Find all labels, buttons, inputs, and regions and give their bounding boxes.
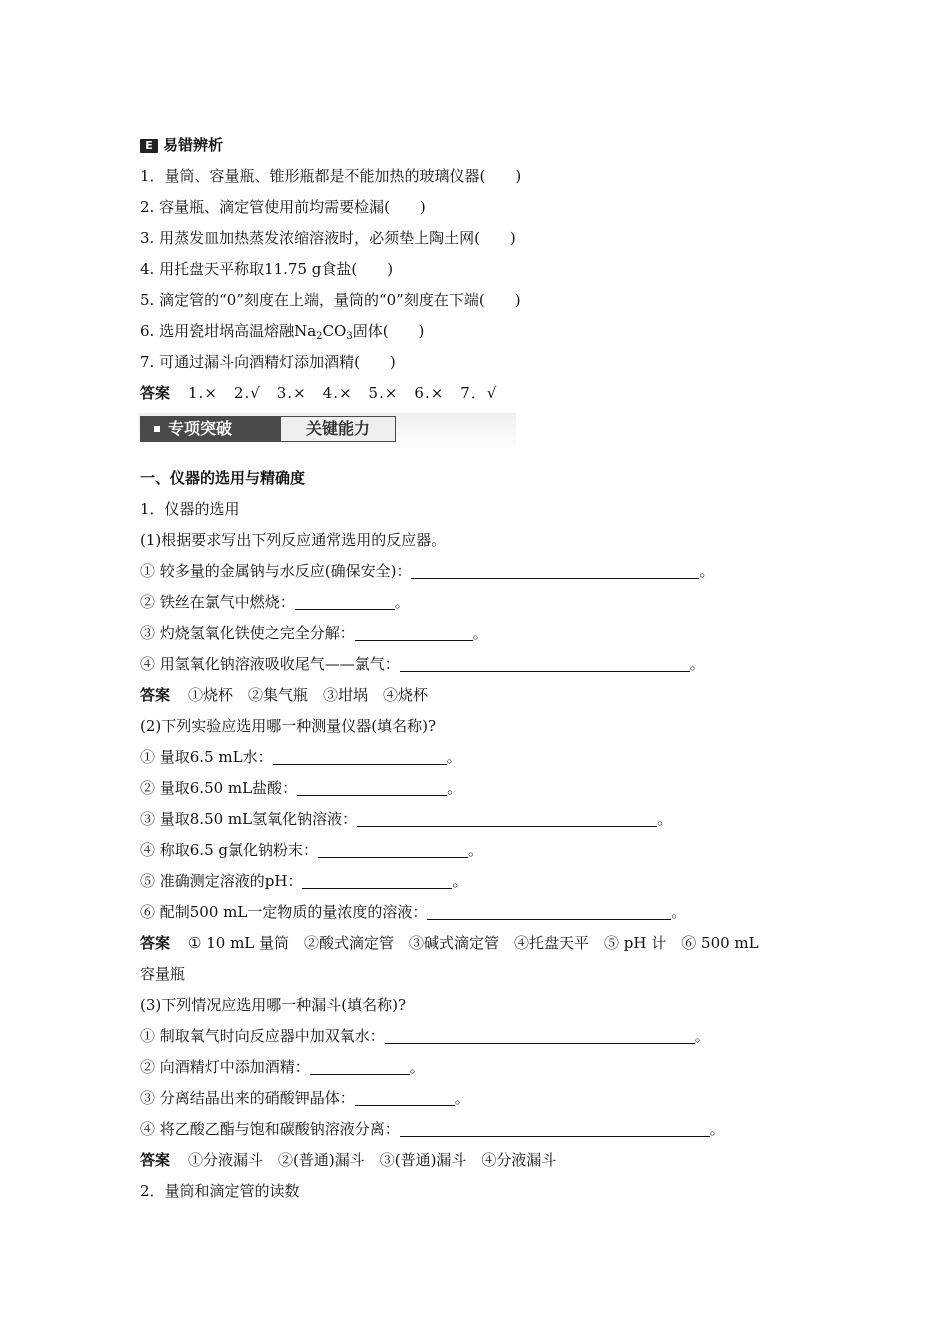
q3-item-2: ② 向酒精灯中添加酒精： 。 [140,1058,425,1076]
answer-blank[interactable] [400,1120,710,1137]
q2-answer-cont: 容量瓶 [140,965,186,983]
q2-item-6: ⑥ 配制500 mL一定物质的量浓度的溶液： 。 [140,903,687,921]
subsection-2-title: 2．量筒和滴定管的读数 [140,1182,300,1200]
banner-key-ability: 关键能力 [280,416,396,442]
section-banner [138,413,516,455]
answer-blank[interactable] [400,655,690,672]
answer-blank[interactable] [297,779,447,796]
q1-intro: (1)根据要求写出下列反应通常选用的反应器。 [140,531,447,549]
answer-blank[interactable] [310,1058,410,1075]
answer-blank[interactable] [295,593,395,610]
q1-answer: 答案 ①烧杯 ②集气瓶 ③坩埚 ④烧杯 [140,686,429,704]
section-title: 一、仪器的选用与精确度 [140,469,306,487]
q2-item-5: ⑤ 准确测定溶液的pH： 。 [140,872,468,890]
judge-item-4: 4. 用托盘天平称取11.75 g食盐( ) [140,260,394,278]
q3-item-3: ③ 分离结晶出来的硝酸钾晶体： 。 [140,1089,470,1107]
q2-item-4: ④ 称取6.5 g氯化钠粉末： 。 [140,841,484,859]
error-analysis-title: 易错辨析 [163,136,224,154]
error-analysis-heading [140,130,820,161]
judge-item-2: 2. 容量瓶、滴定管使用前均需要检漏( ) [140,198,426,216]
document-page [140,130,820,1207]
e-badge-icon: E [140,139,158,153]
q1-item-2: ② 铁丝在氯气中燃烧： 。 [140,593,410,611]
answer-blank[interactable] [318,841,468,858]
answer-blank[interactable] [411,562,699,579]
judge-answer [140,378,820,409]
judge-item-6: 6. 选用瓷坩埚高温熔融$Na_2CO_3$固体( ) [140,322,425,342]
q2-answer: 答案 ① 10 mL 量筒 ②酸式滴定管 ③碱式滴定管 ④托盘天平 ⑤ pH 计 ⑥ 500 mL [140,934,759,952]
answer-blank[interactable] [357,810,657,827]
q3-answer: 答案 ①分液漏斗 ②(普通)漏斗 ③(普通)漏斗 ④分液漏斗 [140,1151,557,1169]
judge-item-5: 5. 滴定管的“0”刻度在上端，量筒的“0”刻度在下端( ) [140,291,521,309]
q3-item-1: ① 制取氧气时向反应器中加双氧水： 。 [140,1027,710,1045]
q2-item-3: ③ 量取8.50 mL氢氧化钠溶液： 。 [140,810,673,828]
answer-label: 答案 [140,384,171,402]
judge-item-7: 7. 可通过漏斗向酒精灯添加酒精( ) [140,353,396,371]
q2-item-2: ② 量取6.50 mL盐酸： 。 [140,779,463,797]
q3-intro: (3)下列情况应选用哪一种漏斗(填名称)? [140,996,406,1014]
judge-item-3: 3. 用蒸发皿加热蒸发浓缩溶液时，必须垫上陶土网( ) [140,229,516,247]
answer-text: 1.× 2.√ 3.× 4.× 5.× 6.× 7．√ [188,384,498,402]
answer-blank[interactable] [355,1089,455,1106]
answer-blank[interactable] [355,624,473,641]
judge-item-1: 1．量筒、容量瓶、锥形瓶都是不能加热的玻璃仪器( ) [140,167,522,185]
banner-special-breakthrough: 专项突破 [140,416,280,442]
q2-item-1: ① 量取6.5 mL水： 。 [140,748,462,766]
q2-intro: (2)下列实验应选用哪一种测量仪器(填名称)? [140,717,436,735]
square-bullet-icon [154,426,160,432]
answer-blank[interactable] [273,748,447,765]
q1-item-1: ① 较多量的金属钠与水反应(确保安全)： 。 [140,562,715,580]
answer-blank[interactable] [385,1027,695,1044]
answer-blank[interactable] [427,903,671,920]
answer-blank[interactable] [302,872,452,889]
q1-item-4: ④ 用氢氧化钠溶液吸收尾气——氯气： 。 [140,655,705,673]
subsection-1-title: 1．仪器的选用 [140,500,240,518]
q1-item-3: ③ 灼烧氢氧化铁使之完全分解： 。 [140,624,488,642]
q3-item-4: ④ 将乙酸乙酯与饱和碳酸钠溶液分离： 。 [140,1120,725,1138]
